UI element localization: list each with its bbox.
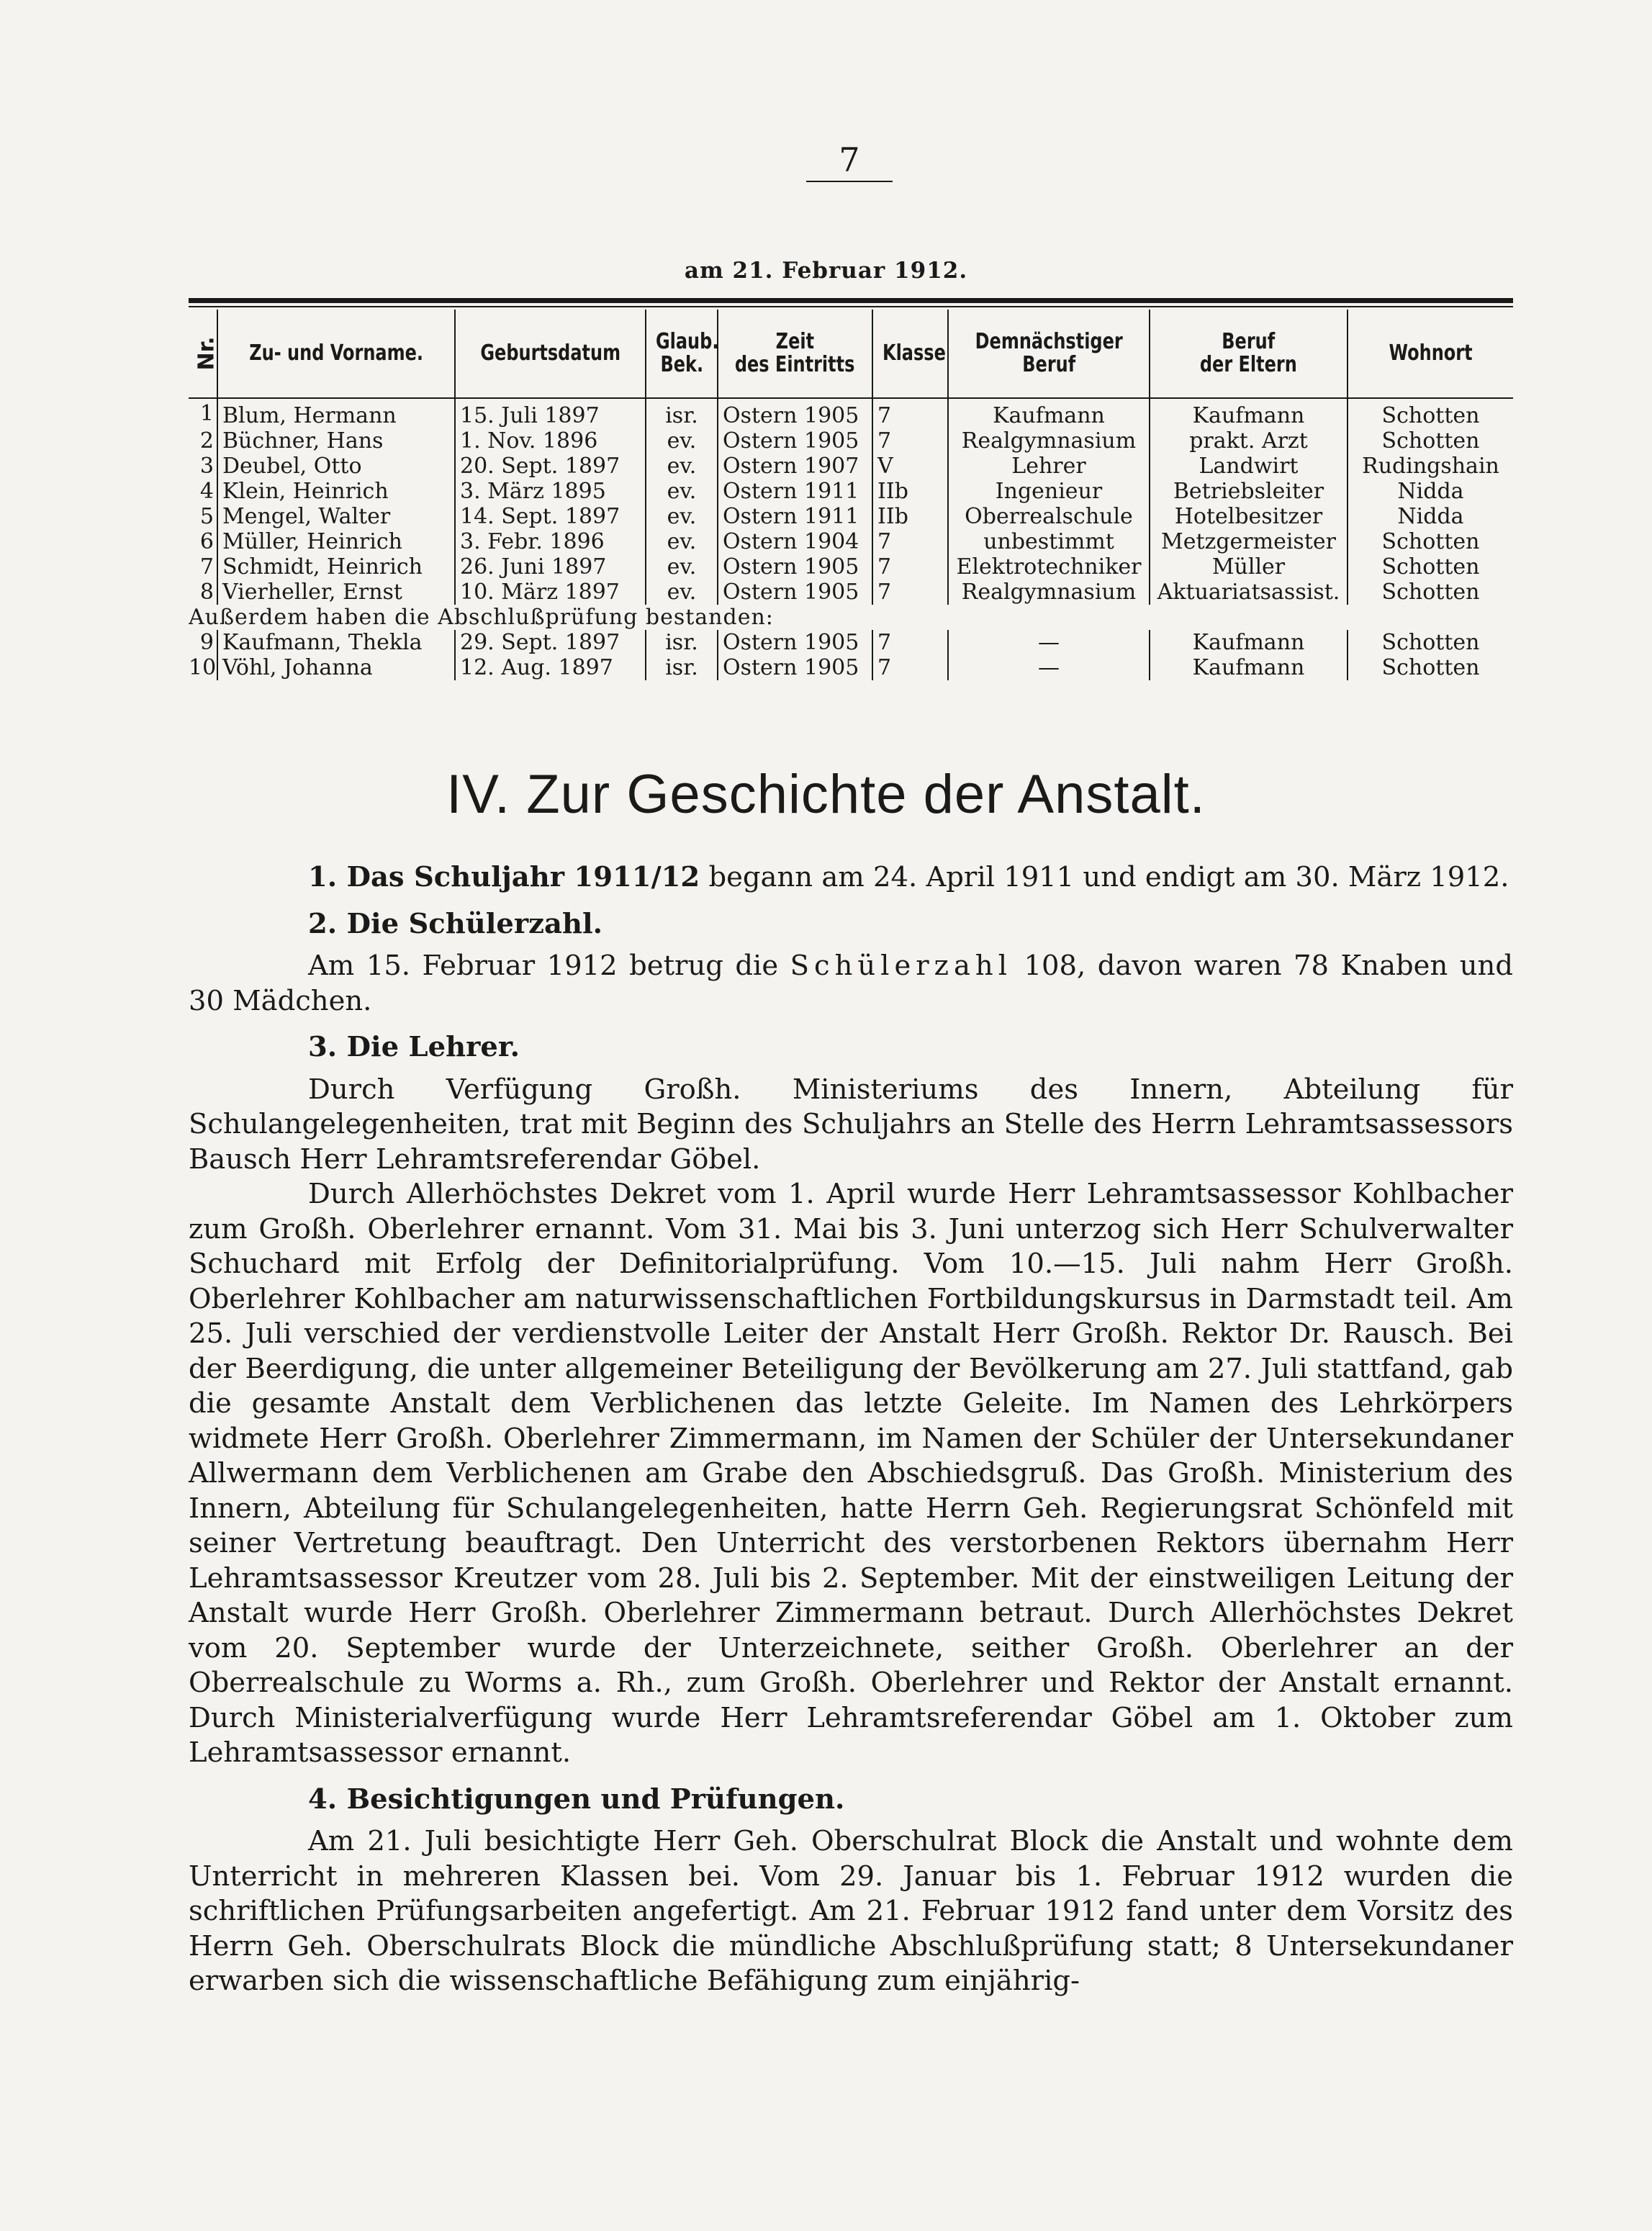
header-next-profession: Demnächstiger Beruf	[948, 310, 1150, 398]
cell-name: Schmidt, Heinrich	[217, 554, 455, 580]
header-residence: Wohnort	[1348, 310, 1513, 398]
cell-name: Vierheller, Ernst	[217, 580, 455, 605]
table-row	[189, 454, 1513, 479]
cell-confession: isr.	[646, 630, 718, 655]
cell-next-profession: Elektrotechniker	[948, 554, 1150, 580]
cell-class: IIb	[872, 479, 948, 504]
schuelerzahl-text-a: Am 15. Februar 1912 betrug die	[308, 950, 790, 982]
cell-nr: 9	[199, 630, 214, 655]
cell-parents-profession: Metzgermeister	[1150, 529, 1348, 554]
header-parents-profession: Beruf der Eltern	[1150, 310, 1348, 398]
cell-name: Büchner, Hans	[217, 428, 455, 454]
cell-birthdate: 14. Sept. 1897	[455, 504, 646, 529]
cell-class: 7	[872, 655, 948, 680]
cell-residence: Schotten	[1348, 554, 1513, 580]
paragraph-lehrer-1: Durch Verfügung Großh. Ministeriums des Innern, Abteilung für Schulangelegenheiten, trat mit Beginn des Schuljahrs an Stelle des Herrn Lehramtsassessors Bausch Herr Lehramtsreferendar Göbel.	[189, 1073, 1513, 1176]
cell-birthdate: 3. März 1895	[455, 479, 646, 504]
cell-class: V	[872, 454, 948, 479]
cell-residence: Schotten	[1348, 630, 1513, 655]
cell-entry: Ostern 1905	[718, 554, 872, 580]
header-class: Klasse	[872, 310, 948, 398]
cell-nr: 3	[199, 454, 214, 479]
cell-next-profession: Kaufmann	[948, 398, 1150, 428]
table-row	[189, 428, 1513, 454]
cell-residence: Schotten	[1348, 655, 1513, 680]
cell-class: 7	[872, 398, 948, 428]
header-entry: Zeit des Eintritts	[718, 310, 872, 398]
cell-name: Deubel, Otto	[217, 454, 455, 479]
cell-name: Mengel, Walter	[217, 504, 455, 529]
cell-entry: Ostern 1904	[718, 529, 872, 554]
cell-entry: Ostern 1905	[718, 655, 872, 680]
cell-next-profession: unbestimmt	[948, 529, 1150, 554]
cell-next-profession: Realgymnasium	[948, 580, 1150, 605]
header-name: Zu- und Vorname.	[217, 310, 455, 398]
table-top-rule	[189, 298, 1513, 303]
table-row	[189, 504, 1513, 529]
table-row	[189, 529, 1513, 554]
cell-class: 7	[872, 529, 948, 554]
cell-next-profession: Ingenieur	[948, 479, 1150, 504]
cell-next-profession: Lehrer	[948, 454, 1150, 479]
cell-confession: ev.	[646, 428, 718, 454]
table-top-rule-thin	[189, 306, 1513, 307]
cell-entry: Ostern 1905	[718, 428, 872, 454]
cell-next-profession: —	[948, 630, 1150, 655]
cell-confession: ev.	[646, 580, 718, 605]
cell-next-profession: Realgymnasium	[948, 428, 1150, 454]
cell-parents-profession: prakt. Arzt	[1150, 428, 1348, 454]
cell-parents-profession: Müller	[1150, 554, 1348, 580]
cell-class: 7	[872, 554, 948, 580]
cell-parents-profession: Kaufmann	[1150, 398, 1348, 428]
section-heading: IV. Zur Geschichte der Anstalt.	[446, 764, 1206, 825]
cell-confession: ev.	[646, 529, 718, 554]
cell-parents-profession: Kaufmann	[1150, 655, 1348, 680]
cell-parents-profession: Kaufmann	[1150, 630, 1348, 655]
table-row	[189, 554, 1513, 580]
cell-entry: Ostern 1905	[718, 580, 872, 605]
section-body	[189, 860, 1513, 1999]
cell-entry: Ostern 1905	[718, 630, 872, 655]
cell-class: 7	[872, 428, 948, 454]
cell-residence: Rudingshain	[1348, 454, 1513, 479]
table-row	[189, 580, 1513, 605]
cell-entry: Ostern 1911	[718, 479, 872, 504]
cell-next-profession: —	[948, 655, 1150, 680]
cell-residence: Schotten	[1348, 398, 1513, 428]
cell-birthdate: 1. Nov. 1896	[455, 428, 646, 454]
paragraph-schuelerzahl	[189, 949, 1513, 1019]
cell-nr: 1	[199, 401, 214, 426]
subsection-title-lehrer: 3. Die Lehrer.	[308, 1031, 520, 1063]
cell-residence: Nidda	[1348, 479, 1513, 504]
table-note-row	[189, 605, 1513, 630]
table-row	[189, 479, 1513, 504]
cell-nr: 5	[199, 504, 214, 529]
cell-name: Blum, Hermann	[217, 398, 455, 428]
cell-entry: Ostern 1911	[718, 504, 872, 529]
student-roster-table	[189, 310, 1513, 680]
cell-name: Vöhl, Johanna	[217, 655, 455, 680]
cell-nr: 10	[189, 655, 217, 680]
page-number: 7	[806, 140, 893, 182]
cell-residence: Schotten	[1348, 529, 1513, 554]
schuelerzahl-text-b: 108, davon waren 78 Knaben und 30 Mädchen.	[189, 950, 1513, 1017]
cell-nr: 6	[199, 529, 214, 554]
student-roster-table-wrap	[189, 310, 1513, 680]
paragraph-lehrer-2: Durch Allerhöchstes Dekret vom 1. April wurde Herr Lehramtsassessor Kohlbacher zum Großh. Oberlehrer ernannt. Vom 31. Mai bis 3. Juni unterzog sich Herr Schulverwalter Schuchard mit Erfolg der Definitorialprüfung. Vom 10.—15. Juli nahm Herr Großh. Oberlehrer Kohlbacher am naturwissenschaftlichen Fortbildungskursus in Darmstadt teil. Am 25. Juli verschied der verdienstvolle Leiter der Anstalt Herr Großh. Rektor Dr. Rausch. Bei der Beerdigung, die unter allgemeiner Beteiligung der Bevölkerung am 27. Juli stattfand, gab die gesamte Anstalt dem Verblichenen das letzte Geleite. Im Namen des Lehrkörpers widmete Herr Großh. Oberlehrer Zimmermann, im Namen der Schüler der Untersekundaner Allwermann dem Verblichenen am Grabe den Abschiedsgruß. Das Großh. Ministerium des Innern, Abteilung für Schulangelegenheiten, hatte Herrn Geh. Regierungsrat Schönfeld mit seiner Vertretung beauftragt. Den Unterricht des verstorbenen Rektors übernahm Herr Lehramtsassessor Kreutzer vom 28. Juli bis 2. September. Mit der einstweiligen Leitung der Anstalt wurde Herr Großh. Oberlehrer Zimmermann betraut. Durch Allerhöchstes Dekret vom 20. September wurde der Unterzeichnete, seither Großh. Oberlehrer an der Oberrealschule zu Worms a. Rh., zum Großh. Oberlehrer und Rektor der Anstalt ernannt. Durch Ministerialverfügung wurde Herr Lehramtsreferendar Göbel am 1. Oktober zum Lehramtsassessor ernannt.	[189, 1178, 1513, 1769]
cell-confession: ev.	[646, 454, 718, 479]
table-note: Außerdem haben die Abschlußprüfung bestanden:	[189, 605, 774, 630]
cell-birthdate: 10. März 1897	[455, 580, 646, 605]
cell-birthdate: 29. Sept. 1897	[455, 630, 646, 655]
paragraph-besichtigungen: Am 21. Juli besichtigte Herr Geh. Oberschulrat Block die Anstalt und wohnte dem Unterricht in mehreren Klassen bei. Vom 29. Januar bis 1. Februar 1912 wurden die schriftlichen Prüfungsarbeiten angefertigt. Am 21. Februar 1912 fand unter dem Vorsitz des Herrn Geh. Oberschulrats Block die mündliche Abschlußprüfung statt; 8 Untersekundaner erwarben sich die wissenschaftliche Befähigung zum einjährig-	[189, 1825, 1513, 1997]
cell-parents-profession: Aktuariatsassist.	[1150, 580, 1348, 605]
cell-name: Klein, Heinrich	[217, 479, 455, 504]
cell-residence: Nidda	[1348, 504, 1513, 529]
table-header-row	[189, 310, 1513, 398]
cell-confession: ev.	[646, 479, 718, 504]
cell-parents-profession: Hotelbesitzer	[1150, 504, 1348, 529]
schuelerzahl-emphasis: Schülerzahl	[790, 950, 1013, 982]
cell-nr: 4	[199, 479, 214, 504]
cell-nr: 8	[199, 580, 214, 605]
cell-parents-profession: Landwirt	[1150, 454, 1348, 479]
subsection-title-schuelerzahl: 2. Die Schülerzahl.	[308, 907, 602, 940]
cell-confession: ev.	[646, 504, 718, 529]
cell-next-profession: Oberrealschule	[948, 504, 1150, 529]
cell-birthdate: 20. Sept. 1897	[455, 454, 646, 479]
header-nr: Nr.	[189, 310, 217, 398]
cell-birthdate: 15. Juli 1897	[455, 398, 646, 428]
subsection-title-besichtigungen: 4. Besichtigungen und Prüfungen.	[308, 1782, 845, 1816]
cell-name: Müller, Heinrich	[217, 529, 455, 554]
cell-parents-profession: Betriebsleiter	[1150, 479, 1348, 504]
header-birthdate: Geburtsdatum	[455, 310, 646, 398]
cell-residence: Schotten	[1348, 580, 1513, 605]
cell-residence: Schotten	[1348, 428, 1513, 454]
header-confession: Glaub. Bek.	[646, 310, 718, 398]
cell-birthdate: 3. Febr. 1896	[455, 529, 646, 554]
cell-nr: 7	[199, 554, 214, 580]
cell-birthdate: 26. Juni 1897	[455, 554, 646, 580]
cell-confession: isr.	[646, 655, 718, 680]
table-caption: am 21. Februar 1912.	[684, 258, 968, 284]
paragraph-schuljahr	[189, 860, 1513, 896]
cell-entry: Ostern 1905	[718, 398, 872, 428]
table-row	[189, 630, 1513, 655]
cell-confession: isr.	[646, 398, 718, 428]
schuljahr-text: begann am 24. April 1911 und endigt am 30. März 1912.	[700, 861, 1509, 893]
cell-entry: Ostern 1907	[718, 454, 872, 479]
cell-name: Kaufmann, Thekla	[217, 630, 455, 655]
table-row	[189, 655, 1513, 680]
cell-nr: 2	[199, 428, 214, 454]
table-row	[189, 398, 1513, 428]
subsection-title-schuljahr: 1. Das Schuljahr 1911/12	[308, 861, 700, 893]
cell-birthdate: 12. Aug. 1897	[455, 655, 646, 680]
cell-class: 7	[872, 630, 948, 655]
cell-class: IIb	[872, 504, 948, 529]
cell-class: 7	[872, 580, 948, 605]
cell-confession: ev.	[646, 554, 718, 580]
